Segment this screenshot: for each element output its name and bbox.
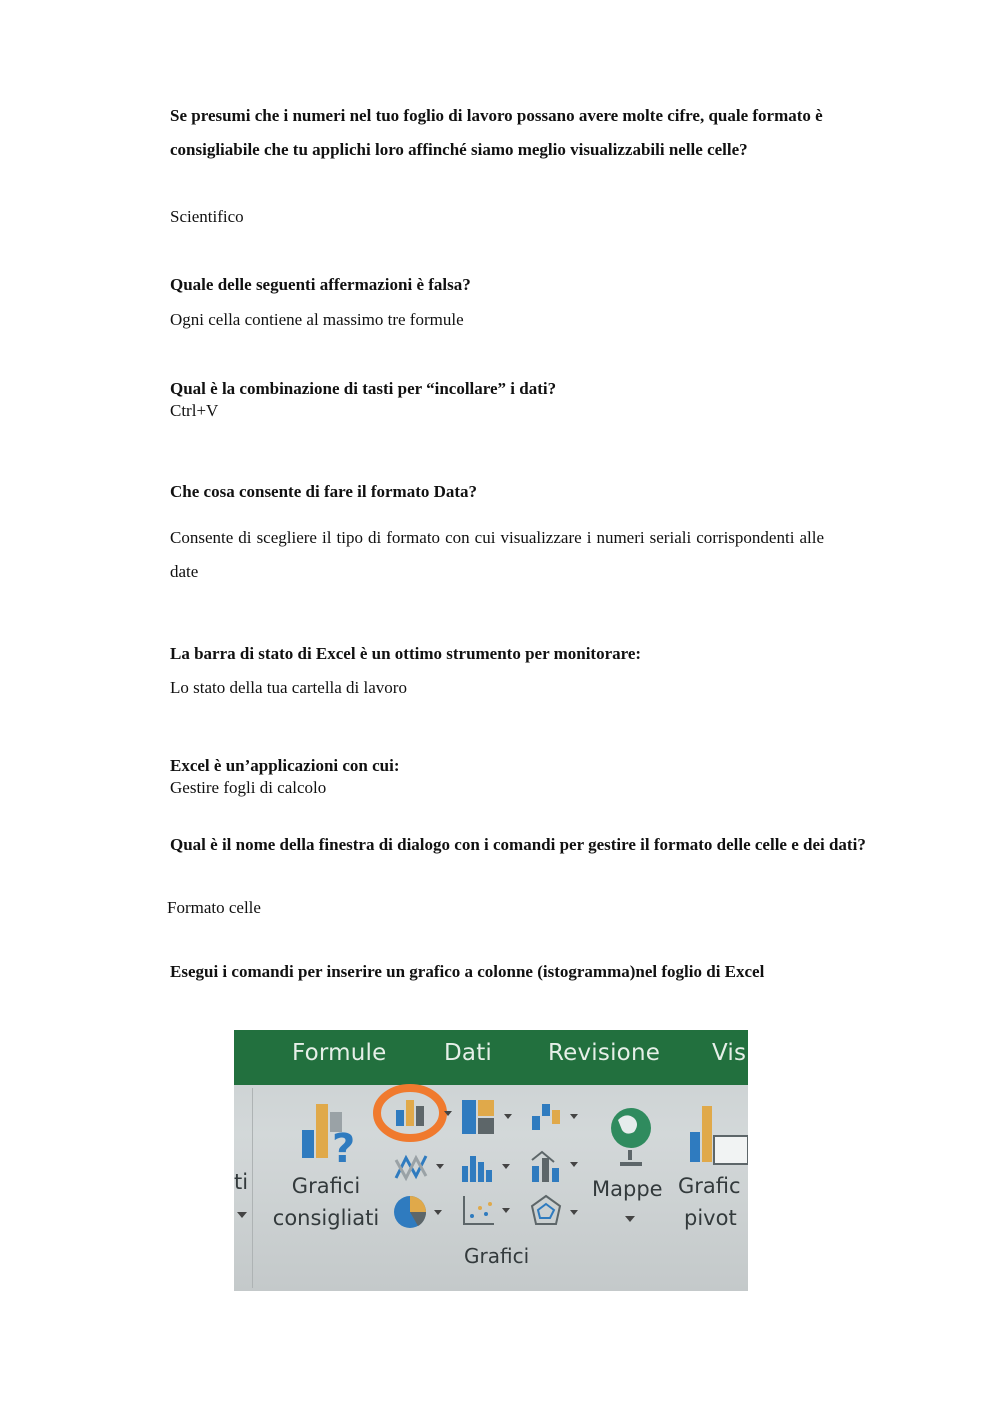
ribbon-tab-bar bbox=[234, 1030, 748, 1085]
recommended-charts-icon bbox=[298, 1100, 360, 1166]
excel-ribbon-photo bbox=[234, 1030, 748, 1291]
chevron-down-icon bbox=[237, 1212, 247, 1218]
question-7: Qual è il nome della finestra di dialogo con i comandi per gestire il formato delle celle e dei dati? bbox=[170, 835, 866, 854]
column-chart-icon[interactable] bbox=[372, 1082, 454, 1144]
group-separator bbox=[252, 1088, 253, 1288]
waterfall-chart-icon[interactable] bbox=[528, 1098, 586, 1138]
answer-4: Consente di scegliere il tipo di formato con cui visualizzare i numeri seriali corrispondenti alle date bbox=[170, 528, 824, 581]
grafico-pivot-label: Grafic pivot bbox=[678, 1174, 741, 1230]
question-3: Qual è la combinazione di tasti per “incollare” i dati? bbox=[170, 379, 557, 398]
answer-3: Ctrl+V bbox=[170, 401, 219, 420]
chevron-down-icon bbox=[625, 1216, 635, 1222]
mappe-label: Mappe bbox=[592, 1177, 663, 1201]
pivot-chart-icon[interactable] bbox=[684, 1102, 748, 1168]
tab-visualizza: Vis bbox=[712, 1040, 747, 1066]
hierarchy-chart-icon[interactable] bbox=[460, 1098, 518, 1138]
pie-chart-icon[interactable] bbox=[390, 1192, 450, 1232]
svg-text:?: ? bbox=[332, 1126, 356, 1166]
tab-formule: Formule bbox=[292, 1040, 387, 1066]
scatter-chart-icon[interactable] bbox=[460, 1194, 518, 1230]
grafici-consigliati-label: Grafici consigliati bbox=[272, 1174, 380, 1230]
line-chart-icon[interactable] bbox=[394, 1150, 452, 1186]
cut-label: ti bbox=[234, 1170, 249, 1194]
answer-7: Formato celle bbox=[167, 898, 261, 917]
tab-dati: Dati bbox=[444, 1040, 493, 1066]
statistic-chart-icon[interactable] bbox=[460, 1150, 518, 1186]
answer-6: Gestire fogli di calcolo bbox=[170, 778, 327, 797]
answer-2: Ogni cella contiene al massimo tre formule bbox=[170, 310, 464, 329]
question-2: Quale delle seguenti affermazioni è falsa? bbox=[170, 275, 471, 294]
question-4: Che cosa consente di fare il formato Data? bbox=[170, 482, 478, 501]
answer-5: Lo stato della tua cartella di lavoro bbox=[170, 678, 407, 697]
group-label-grafici: Grafici bbox=[464, 1244, 530, 1268]
globe-map-icon[interactable] bbox=[606, 1102, 656, 1172]
question-6: Excel è un’applicazioni con cui: bbox=[170, 756, 400, 775]
tab-revisione: Revisione bbox=[548, 1040, 661, 1066]
answer-1: Scientifico bbox=[170, 207, 244, 226]
question-8: Esegui i comandi per inserire un grafico a colonne (istogramma)nel foglio di Excel bbox=[170, 962, 765, 981]
question-5: La barra di stato di Excel è un ottimo strumento per monitorare: bbox=[170, 644, 642, 663]
combo-chart-icon[interactable] bbox=[528, 1148, 586, 1186]
radar-chart-icon[interactable] bbox=[526, 1192, 586, 1232]
question-1: Se presumi che i numeri nel tuo foglio di lavoro possano avere molte cifre, quale formato è consigliabile che tu applichi loro affinché siamo meglio visualizzabili nelle celle? bbox=[170, 106, 823, 159]
